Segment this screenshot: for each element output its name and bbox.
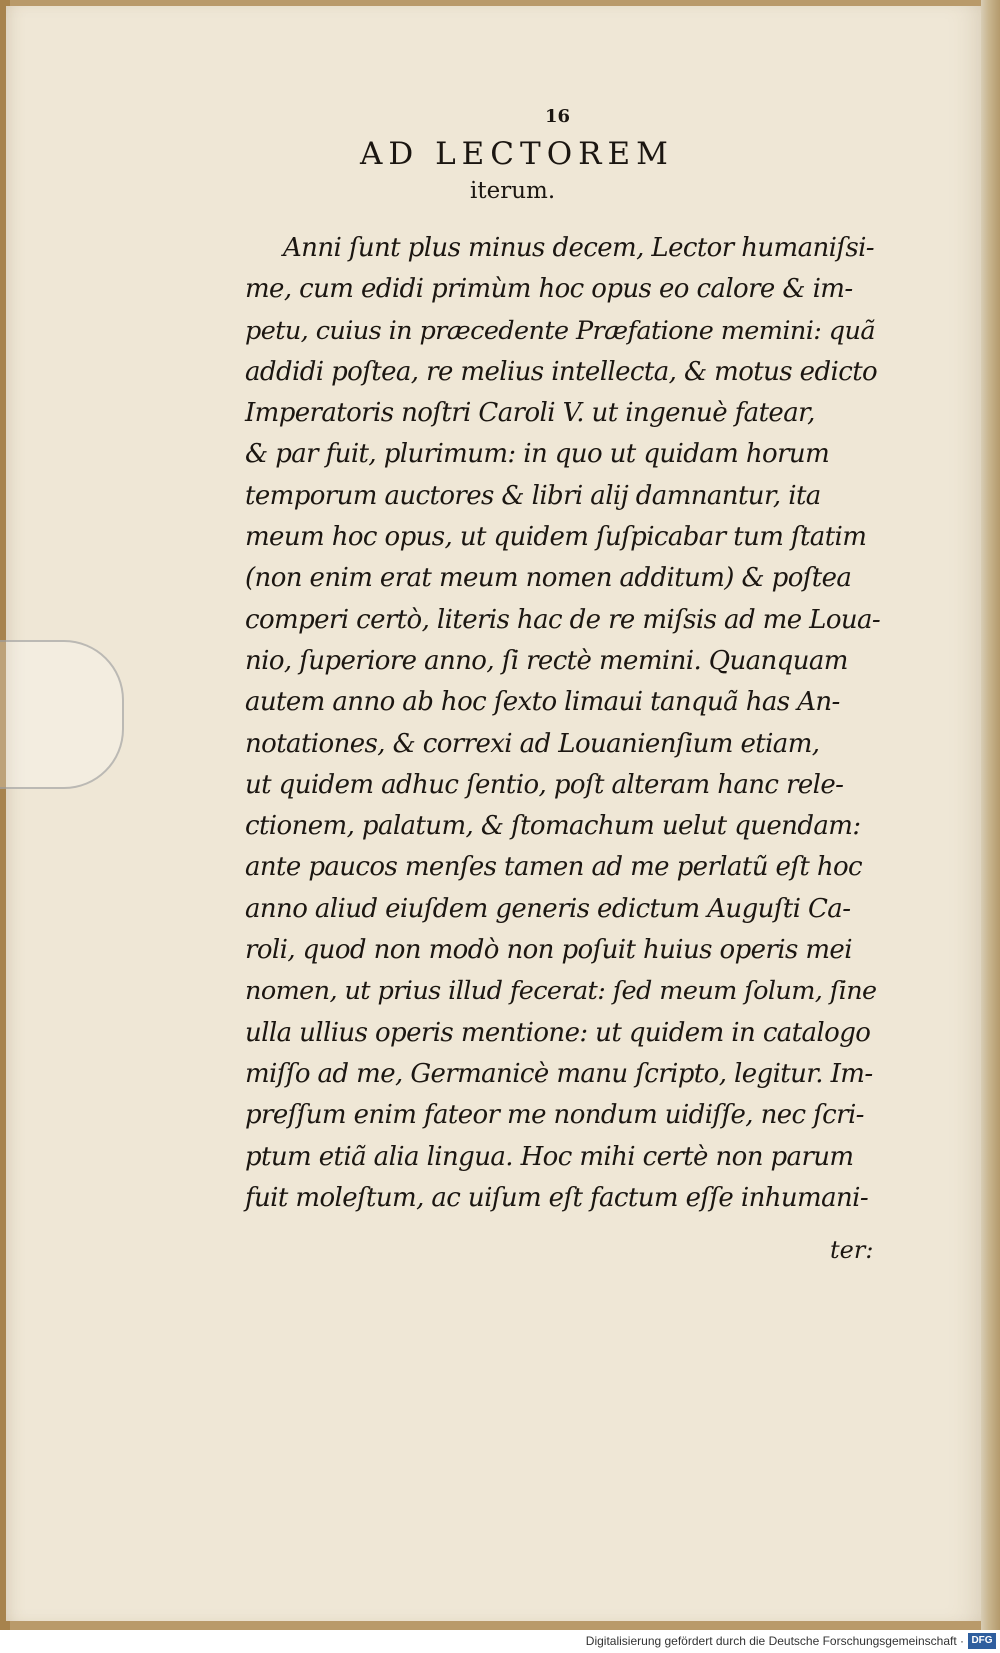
book-edge-right xyxy=(981,0,1000,1630)
text-line: Imperatoris noſtri Caroli V. ut ingenuè fatear, xyxy=(245,398,815,429)
text-line: temporum auctores & libri alij damnantur, ita xyxy=(245,480,821,511)
text-line: anno aliud eiuſdem generis edictum Auguſti Ca- xyxy=(245,893,851,924)
text-line: nomen, ut prius illud fecerat: ſed meum ſolum, ſine xyxy=(245,976,877,1007)
body-text xyxy=(245,228,885,1219)
text-line: nio, ſuperiore anno, ſi rectè memini. Quanquam xyxy=(245,645,848,676)
text-line: me, cum edidi primùm hoc opus eo calore & im- xyxy=(245,274,853,305)
footer-bar xyxy=(0,1630,1000,1653)
text-line: ptum etiã alia lingua. Hoc mihi certè non parum xyxy=(245,1141,854,1172)
text-line: meum hoc opus, ut quidem ſuſpicabar tum ſtatim xyxy=(245,522,867,553)
dfg-logo: DFG xyxy=(968,1633,996,1649)
text-line: ut quidem adhuc ſentio, poſt alteram hanc rele- xyxy=(245,769,844,800)
text-line: ulla ullius operis mentione: ut quidem in catalogo xyxy=(245,1017,871,1048)
page-holder-clip xyxy=(0,640,124,789)
text-line: ante paucos menſes tamen ad me perlatũ eſt hoc xyxy=(245,852,862,883)
text-line: ctionem, palatum, & ſtomachum uelut quendam: xyxy=(245,811,861,842)
text-line: autem anno ab hoc ſexto limaui tanquã has An- xyxy=(245,687,840,718)
text-line: roli, quod non modò non poſuit huius operis mei xyxy=(245,935,852,966)
text-line: fuit moleſtum, ac uiſum eſt factum eſſe inhumani- xyxy=(245,1182,869,1213)
text-line: & par fuit, plurimum: in quo ut quidam horum xyxy=(245,439,830,470)
funding-credit: Digitalisierung gefördert durch die Deutsche Forschungsgemeinschaft · xyxy=(585,1634,964,1648)
text-line: notationes, & correxi ad Louanienſium etiam, xyxy=(245,728,820,759)
text-line: petu, cuius in præcedente Præfatione memini: quã xyxy=(245,315,875,346)
catchword: ter: xyxy=(830,1236,874,1264)
text-line: preſſum enim fateor me nondum uidiſſe, nec ſcri- xyxy=(245,1100,864,1131)
page-number: 16 xyxy=(545,106,571,127)
text-line: addidi poſtea, re melius intellecta, & motus edicto xyxy=(245,356,878,387)
text-line: (non enim erat meum nomen additum) & poſtea xyxy=(245,563,852,594)
page-subheading: iterum. xyxy=(470,178,556,204)
text-line: Anni ſunt plus minus decem, Lector humaniſsi- xyxy=(283,233,874,263)
text-line: miſſo ad me, Germanicè manu ſcripto, legitur. Im- xyxy=(245,1058,873,1089)
page-heading: AD LECTOREM xyxy=(360,136,674,172)
text-line: comperi certò, literis hac de re miſsis ad me Loua- xyxy=(245,604,881,635)
